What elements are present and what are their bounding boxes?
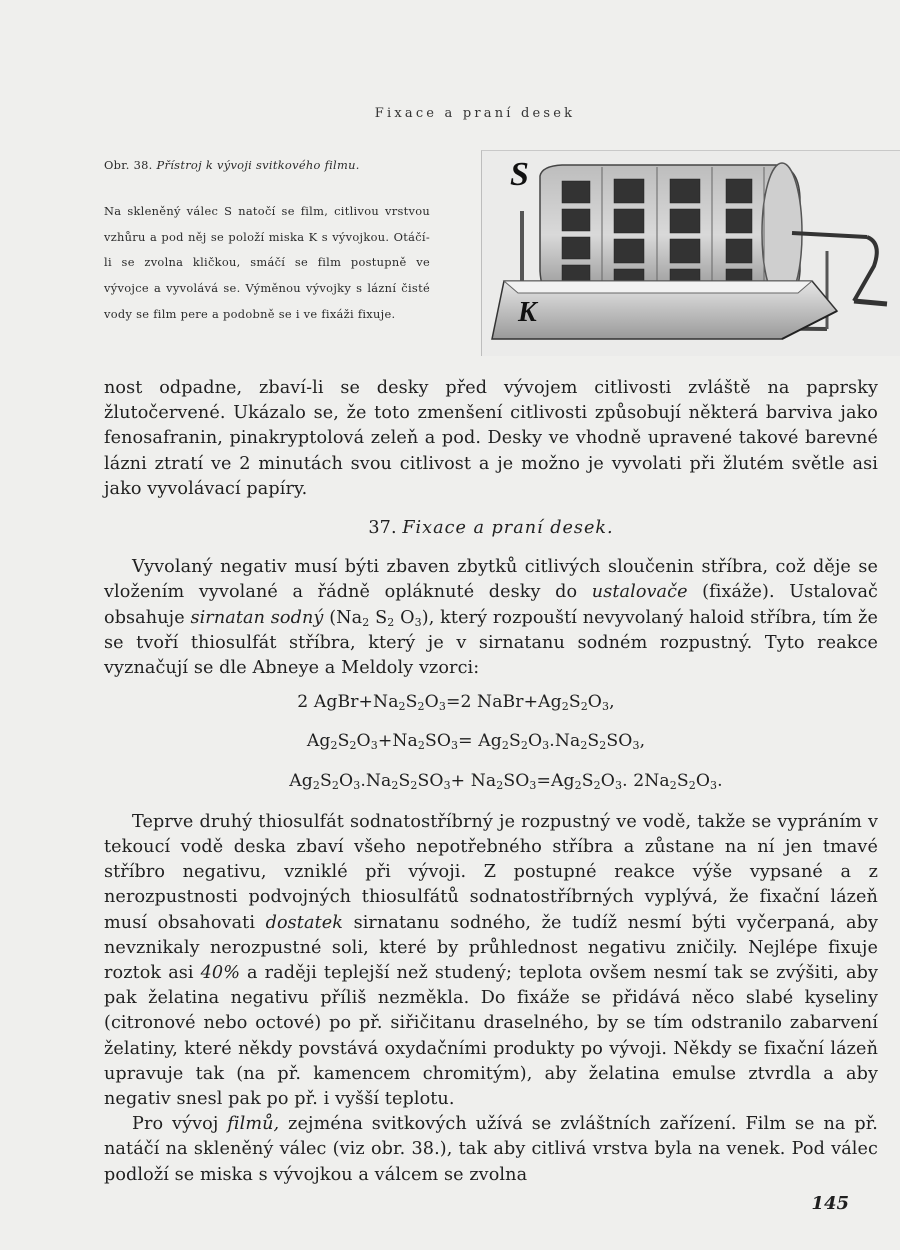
apparatus-illustration [482,151,900,356]
caption-title-text: Přístroj k vývoji svitkového filmu. [156,158,360,172]
paragraph-3: Teprve druhý thiosulfát sodnatostříbrný je rozpustný ve vodě, takže se vypráním v tekoucí vodě deska zbaví všeho nepotřebného stříbra a zůstane na ní jen tmavé stříbro negativu, vzniklé při vývoji. Z postupné reakce výše vypsané a z nerozpustnosti podvojných thiosulfátů sodnatostříbrných vyplývá, že fixační lázeň musí obsahovati dostatek sirnatanu sodného, že tudíž nesmí býti vyčerpaná, aby nevznikaly nerozpustné soli, které by průhlednost negativu zničily. Nejlépe fixuje roztok asi 40% a raději teplejší než studený; teplota ovšem nesmí tak se zvýšiti, aby pak želatina negativu příliš nezměkla. Do fixáže se přidává něco slabé kyseliny (citronové nebo octové) po př. siřičitanu draselného, by se tím odstranilo zabarvení želatiny, které někdy povstává oxydačními produkty po vývoji. Někdy se fixační lázeň upravuje tak (na př. kamencem chromitým), aby želatina emulse ztvrdla a aby negativ snesl pak po př. i vyšší teplotu. [104,811,878,1110]
label-k: K [518,297,537,328]
caption-text: Na skleněný válec S natočí se film, citlivou vrstvou vzhůru a pod něj se položí miska K s vývojkou. Otáčí-li se zvolna kličkou, smáčí se film postupně ve vývojce a vyvolává se. Výměnou vývojky s lázní čisté vody se film pere a podobně se i ve fixáži fixuje. [104,203,430,321]
paragraph-1: nost odpadne, zbaví-li se desky před vývojem citlivosti zvláště na paprsky žlutočervené. Ukázalo se, že toto zmenšení citlivosti způsobují některá barviva jako fenosafranin, pinakryptolová zeleň a pod. Desky ve vhodně upravené takové barevné lázni ztratí ve 2 minutách svou citlivost a je možno je vyvolati při žlutém světle asi jako vyvolávací papíry. [104,378,878,499]
term-ustalovac: ustalovače [591,582,688,603]
figure-caption [104,153,430,328]
main-text [104,376,878,1188]
formula-2: $Ag_2S_2O_3+Na_2SO_3= Ag_2S_2O_3.Na_2S_2SO_3$, [306,731,646,753]
label-s: S [510,156,529,193]
formula-inline: ($Na_2$ $S_2$ $O_3$) [329,607,429,629]
page-number: 145 [811,1193,849,1214]
term-percent: 40% [200,963,241,984]
term-dostatek: dostatek [265,912,344,933]
caption-title [104,153,430,179]
section-title: Fixace a praní desek. [402,518,614,539]
term-filmu: filmů, [227,1114,280,1135]
term-sirnatan: sirnatan sodný [190,607,324,628]
figure-film-developing-apparatus [481,150,900,356]
formula-1: 2 $AgBr+Na_2S_2O_3=2$ $NaBr+Ag_2S_2O_3$, [297,692,615,714]
caption-label: Obr. 38. [104,158,153,172]
section-heading [104,516,878,541]
running-head: Fixace a praní desek [374,106,576,121]
section-number: 37. [368,518,397,539]
formula-3: $Ag_2S_2O_3.Na_2S_2SO_3+ Na_2SO_3=Ag_2S_2O_3$. $2Na_2S_2O_3$. [289,770,723,792]
paragraph-4: Pro vývoj filmů, zejména svitkových užívá se zvláštních zařízení. Film se na př. natáčí na skleněný válec (viz obr. 38.), tak aby citlivá vrstva byla na venek. Pod válec podloží se miska s vývojkou a válcem se zvolna [104,1114,878,1185]
paragraph-2: Vyvolaný negativ musí býti zbaven zbytků citlivých sloučenin stříbra, což děje se vložením vyvolané a řádně opláknuté desky do ustalovače (fixáže). Ustalovač obsahuje sirnatan sodný ($Na_2$ $S_2$ $O_3$), který rozpouští nevyvolaný haloid stříbra, tím že se tvoří thiosulfát stříbra, který je v sirnatanu sodném rozpustný. Tyto reakce vyznačují se dle Abneye a Meldoly vzorci: [104,557,879,679]
